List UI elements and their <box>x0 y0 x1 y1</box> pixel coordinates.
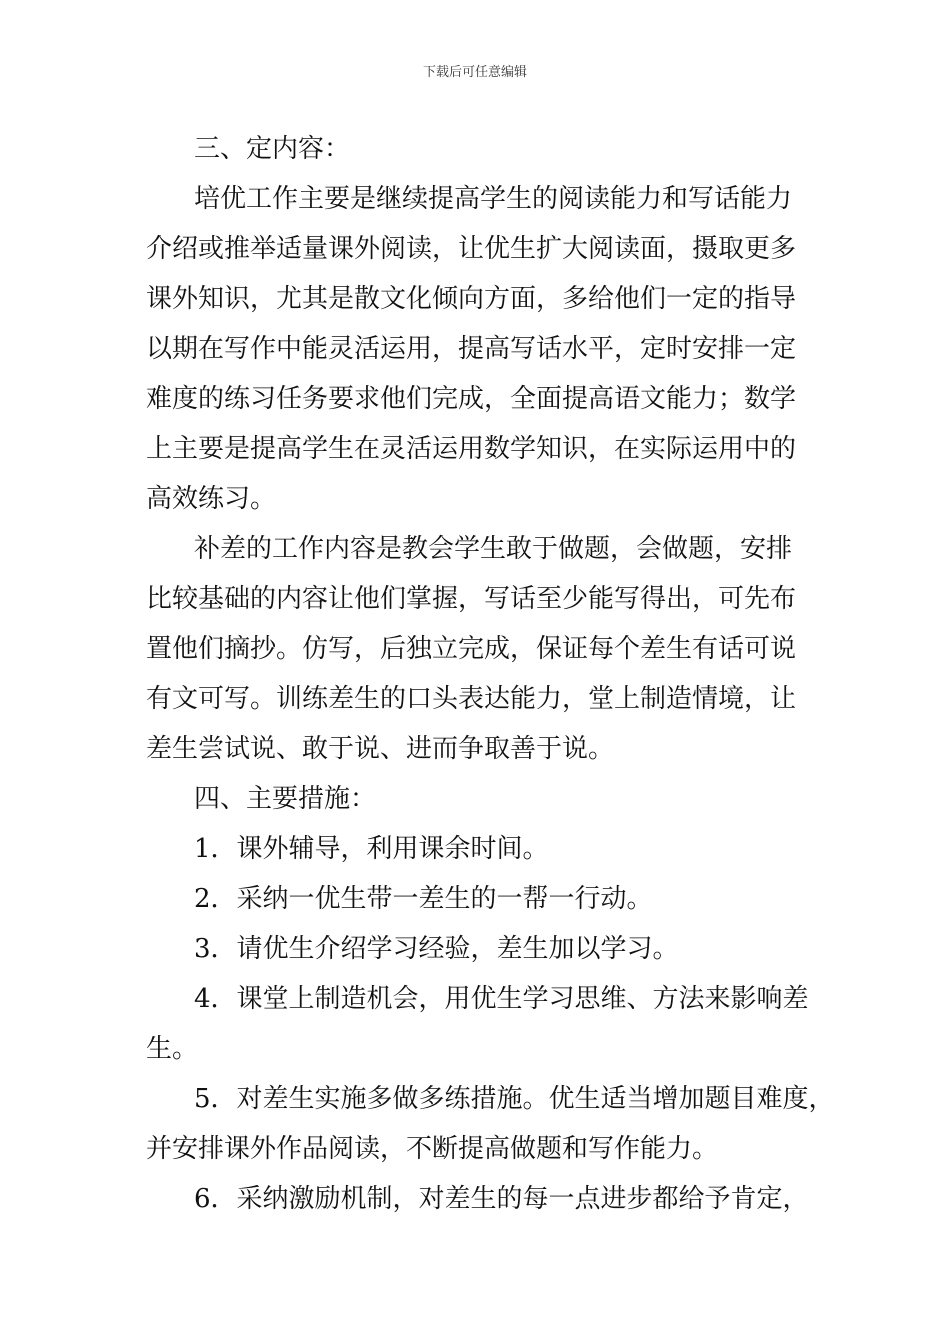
paragraph-line: 高效练习。 <box>146 484 277 514</box>
list-item-continuation: 生。 <box>146 1034 199 1064</box>
paragraph-line: 课外知识，尤其是散文化倾向方面，多给他们一定的指导 <box>146 284 797 314</box>
paragraph-line: 难度的练习任务要求他们完成，全面提高语文能力；数学 <box>146 384 797 414</box>
list-item-continuation: 并安排课外作品阅读，不断提高做题和写作能力。 <box>146 1134 719 1164</box>
paragraph-line: 以期在写作中能灵活运用，提高写话水平，定时安排一定 <box>146 334 797 364</box>
paragraph-line: 有文可写。训练差生的口头表达能力，堂上制造情境，让 <box>146 684 797 714</box>
paragraph-line: 差生尝试说、敢于说、进而争取善于说。 <box>146 734 615 764</box>
paragraph-line: 介绍或推举适量课外阅读，让优生扩大阅读面，摄取更多 <box>146 234 797 264</box>
list-item: 5．对差生实施多做多练措施。优生适当增加题目难度， <box>194 1084 835 1114</box>
paragraph-line: 补差的工作内容是教会学生敢于做题，会做题，安排 <box>194 534 793 564</box>
page-header: 下载后可任意编辑 <box>422 65 527 80</box>
list-item: 1．课外辅导，利用课余时间。 <box>194 834 549 864</box>
paragraph-line: 上主要是提高学生在灵活运用数学知识，在实际运用中的 <box>146 434 797 464</box>
document-body <box>146 124 835 1224</box>
paragraph-line: 比较基础的内容让他们掌握，写话至少能写得出，可先布 <box>146 584 797 614</box>
list-item: 6．采纳激励机制，对差生的每一点进步都给予肯定， <box>194 1184 809 1214</box>
list-item: 4．课堂上制造机会，用优生学习思维、方法来影响差 <box>194 984 809 1014</box>
section-heading-content: 三、定内容： <box>194 134 351 164</box>
list-item: 3．请优生介绍学习经验，差生加以学习。 <box>194 934 679 964</box>
paragraph-line: 培优工作主要是继续提高学生的阅读能力和写话能力 <box>194 184 793 214</box>
section-heading-measures: 四、主要措施： <box>194 784 377 814</box>
paragraph-line: 置他们摘抄。仿写，后独立完成，保证每个差生有话可说 <box>146 634 797 664</box>
list-item: 2．采纳一优生带一差生的一帮一行动。 <box>194 884 653 914</box>
